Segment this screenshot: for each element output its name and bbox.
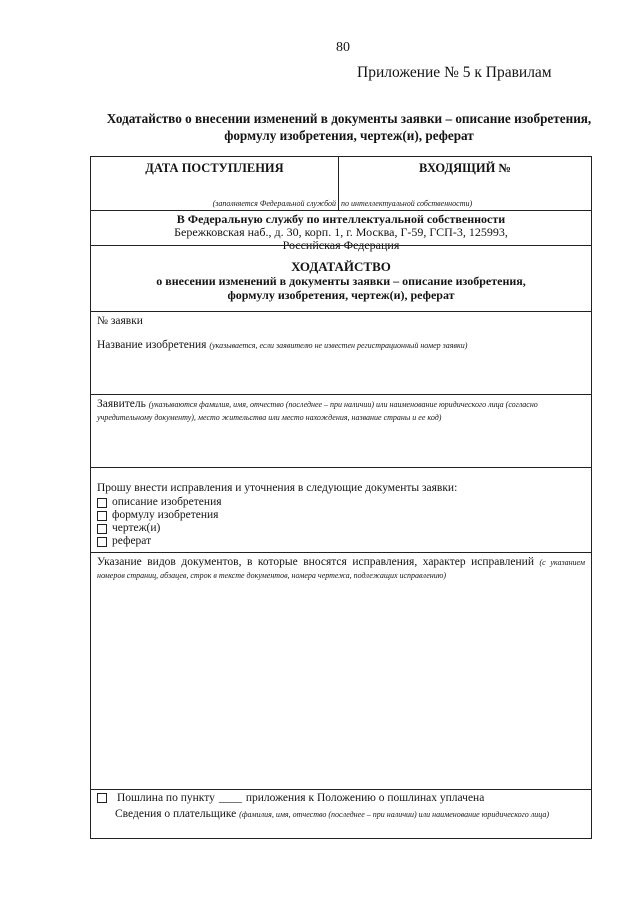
petition-line1: о внесении изменений в документы заявки – описание изобретения, bbox=[156, 274, 526, 288]
correction-option-description-label: описание изобретения bbox=[112, 496, 222, 508]
checkbox-drawings[interactable] bbox=[97, 524, 107, 534]
fee-section bbox=[91, 789, 591, 838]
payer-info-line[interactable] bbox=[91, 805, 591, 822]
applicant-section[interactable] bbox=[91, 394, 591, 467]
recipient-line2: Бережковская наб., д. 30, корп. 1, г. Москва, Г-59, ГСП-3, 125993, bbox=[174, 225, 508, 239]
corrections-intro: Прошу внести исправления и уточнения в следующие документы заявки: bbox=[97, 482, 458, 494]
petition-form bbox=[90, 156, 592, 839]
receipt-date-label: ДАТА ПОСТУПЛЕНИЯ bbox=[145, 161, 284, 175]
correction-option-drawings[interactable] bbox=[91, 522, 591, 535]
correction-option-claims[interactable] bbox=[91, 509, 591, 522]
petition-section bbox=[91, 245, 591, 311]
applicant-field bbox=[91, 395, 591, 424]
checkbox-abstract[interactable] bbox=[97, 537, 107, 547]
petition-title-block bbox=[91, 246, 591, 302]
recipient-line1: В Федеральную службу по интеллектуальной собственности bbox=[176, 212, 506, 226]
checkbox-description[interactable] bbox=[97, 498, 107, 508]
correction-option-description[interactable] bbox=[91, 496, 591, 509]
invention-name-field[interactable] bbox=[91, 327, 591, 351]
document-title-line1: Ходатайство о внесении изменений в документы заявки – описание изобретения, bbox=[106, 111, 592, 126]
applicant-note: (указываются фамилия, имя, отчество (последнее – при наличии) или наименование юридического лица (согласно учредительному документу), место жительства или место нахождения, название страны и ее код) bbox=[97, 400, 538, 422]
invention-name-label: Название изобретения bbox=[97, 339, 207, 351]
document-title-line2: формулу изобретения, чертеж(и), реферат bbox=[224, 128, 474, 143]
fee-suffix: приложения к Положению о пошлинах уплачена bbox=[245, 792, 485, 804]
applicant-label: Заявитель bbox=[97, 398, 146, 410]
receipt-date-cell bbox=[91, 157, 339, 210]
documents-spec-note: (с указанием номеров страниц, абзацев, строк в тексте документов, номера чертежа, подлежащих исправлению) bbox=[97, 558, 586, 580]
checkbox-claims[interactable] bbox=[97, 511, 107, 521]
petition-heading: ХОДАТАЙСТВО bbox=[291, 259, 391, 274]
invention-name-note: (указывается, если заявителю не известен регистрационный номер заявки) bbox=[209, 341, 468, 350]
documents-spec-section[interactable] bbox=[91, 552, 591, 789]
correction-option-abstract[interactable] bbox=[91, 535, 591, 548]
application-number-label: № заявки bbox=[97, 315, 143, 327]
petition-line2: формулу изобретения, чертеж(и), реферат bbox=[227, 288, 455, 302]
correction-option-claims-label: формулу изобретения bbox=[112, 509, 219, 521]
application-section bbox=[91, 311, 591, 394]
corrections-section bbox=[91, 467, 591, 552]
page-number: 80 bbox=[336, 40, 350, 55]
recipient-line3: Российская Федерация bbox=[282, 238, 400, 252]
receipt-note-right: по интеллектуальной собственности) bbox=[341, 199, 473, 208]
receipt-note-left: (заполняется Федеральной службой bbox=[212, 199, 336, 208]
document-title bbox=[104, 110, 594, 144]
correction-option-abstract-label: реферат bbox=[112, 535, 152, 547]
correction-option-drawings-label: чертеж(и) bbox=[112, 522, 161, 534]
checkbox-fee-paid[interactable] bbox=[97, 793, 107, 803]
payer-label: Сведения о плательщике bbox=[115, 808, 237, 820]
fee-paid-line[interactable] bbox=[91, 790, 591, 805]
recipient-section bbox=[91, 210, 591, 252]
receipt-incoming-cell bbox=[339, 157, 591, 210]
receipt-incoming-label: ВХОДЯЩИЙ № bbox=[418, 161, 511, 175]
fee-paragraph-blank[interactable]: ____ bbox=[218, 792, 242, 804]
fee-prefix: Пошлина по пункту bbox=[117, 792, 215, 804]
payer-note: (фамилия, имя, отчество (последнее – при наличии) или наименование юридического лица) bbox=[239, 810, 550, 819]
documents-spec-label: Указание видов документов, в которые вносятся исправления, характер исправлений bbox=[97, 556, 534, 568]
appendix-reference: Приложение № 5 к Правилам bbox=[357, 64, 552, 81]
documents-spec-field bbox=[91, 553, 591, 582]
receipt-section bbox=[91, 157, 591, 210]
